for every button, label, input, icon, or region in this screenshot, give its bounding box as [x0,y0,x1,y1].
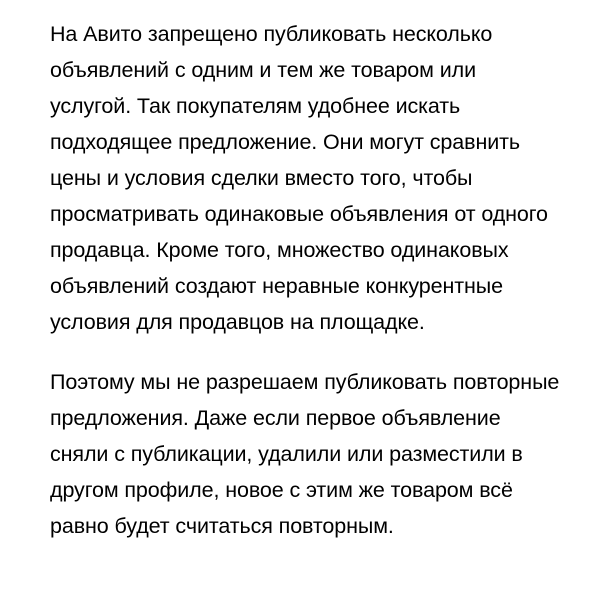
paragraph-rules: На Авито запрещено публиковать несколько объявлений с одним и тем же товаром или услугой. Так покупателям удобнее искать подходящее предложение. Они могут сравнить цены и условия сделки вместо того, чтобы просматривать одинаковые объявления от одного продавца. Кроме того, множество одинаковых объявлений создают неравные конкурентные условия для продавцов на площадке. [50,22,548,334]
paragraph-duplicates: Поэтому мы не разрешаем публиковать повторные предложения. Даже если первое объявление сняли с публикации, удалили или разместили в другом профиле, новое с этим же товаром всё равно будет считаться повторным. [50,370,560,538]
article-body [50,16,560,544]
